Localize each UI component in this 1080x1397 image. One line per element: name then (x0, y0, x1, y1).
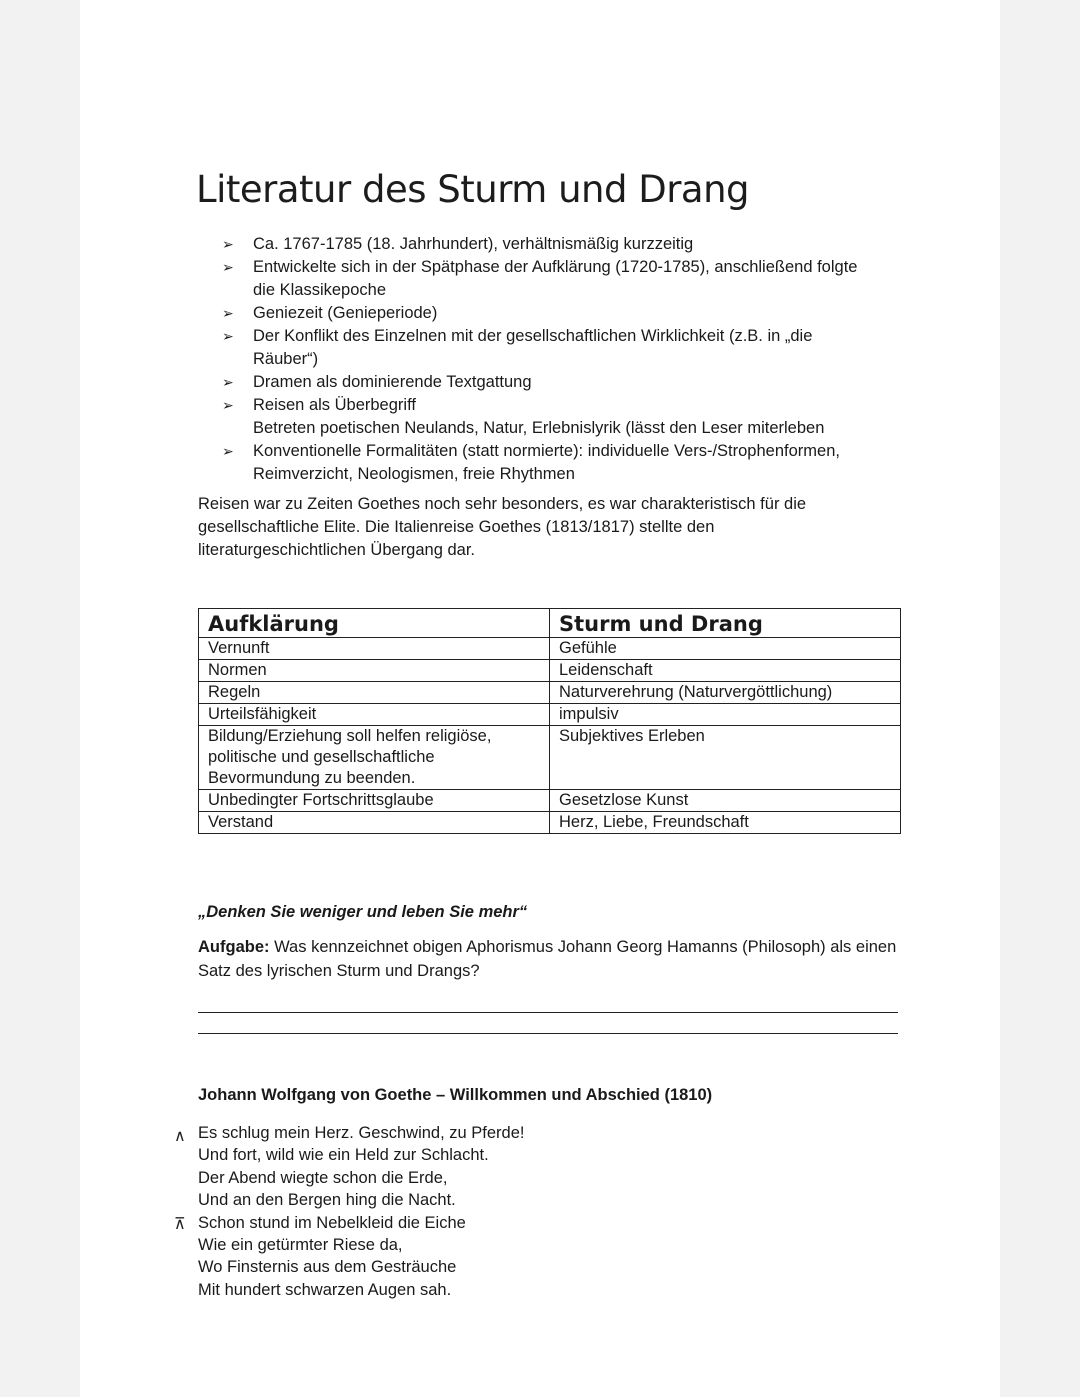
table-cell: impulsiv (550, 704, 901, 726)
list-item-continuation: Betreten poetischen Neulands, Natur, Erlebnislyrik (lässt den Leser miterleben (253, 419, 825, 437)
table-cell: Naturverehrung (Naturvergöttlichung) (550, 682, 901, 704)
column-header-aufklaerung: Aufklärung (199, 609, 550, 638)
page-title: Literatur des Sturm und Drang (196, 168, 750, 211)
stanza-mark-icon: ⊼ (174, 1214, 186, 1233)
table-row (199, 660, 901, 682)
table-row (199, 682, 901, 704)
poem-text (198, 1122, 524, 1301)
arrow-bullet-icon: ➢ (222, 236, 234, 252)
arrow-bullet-icon: ➢ (222, 259, 234, 275)
task-text: Was kennzeichnet obigen Aphorismus Johann Georg Hamanns (Philosoph) als einen Satz des lyrischen Sturm und Drangs? (198, 938, 897, 980)
arrow-bullet-icon: ➢ (222, 328, 234, 344)
table-row (199, 726, 901, 790)
table-cell: Vernunft (199, 638, 550, 660)
table-cell: Normen (199, 660, 550, 682)
arrow-bullet-icon: ➢ (222, 374, 234, 390)
list-item: ➢ Ca. 1767-1785 (18. Jahrhundert), verhältnismäßig kurzzeitig (222, 233, 882, 256)
bullet-list (222, 233, 882, 486)
table-cell: Urteilsfähigkeit (199, 704, 550, 726)
table-cell: Gesetzlose Kunst (550, 790, 901, 812)
list-item: ➢ Konventionelle Formalitäten (statt normierte): individuelle Vers-/Strophenformen, Reimverzicht, Neologismen, freie Rhythmen (222, 442, 840, 483)
poem-line: Wie ein getürmter Riese da, (198, 1236, 403, 1255)
table-header-row (199, 609, 901, 638)
poem-line: Wo Finsternis aus dem Gesträuche (198, 1258, 457, 1277)
stanza-mark-icon: ∧ (174, 1126, 186, 1145)
list-item: ➢ Der Konflikt des Einzelnen mit der gesellschaftlichen Wirklichkeit (z.B. in „die Räuber“) (222, 327, 813, 368)
table-cell: Verstand (199, 812, 550, 834)
arrow-bullet-icon: ➢ (222, 443, 234, 459)
list-item: ➢ Entwickelte sich in der Spätphase der Aufklärung (1720-1785), anschließend folgte die Klassikepoche (222, 258, 858, 299)
table-cell: Regeln (199, 682, 550, 704)
poem-line: Es schlug mein Herz. Geschwind, zu Pferde! (198, 1124, 525, 1142)
table-row (199, 812, 901, 834)
poem-line: Und fort, wild wie ein Held zur Schlacht. (198, 1146, 489, 1165)
task-label: Aufgabe: (198, 938, 270, 956)
table-cell: Unbedingter Fortschrittsglaube (199, 790, 550, 812)
poem-line: Mit hundert schwarzen Augen sah. (198, 1280, 452, 1299)
table-row (199, 790, 901, 812)
list-item: ➢ Geniezeit (Genieperiode) (222, 302, 882, 325)
list-item: ➢ Reisen als Überbegriff (222, 394, 882, 417)
table-cell: Leidenschaft (550, 660, 901, 682)
poem-line: Der Abend wiegte schon die Erde, (198, 1168, 448, 1187)
poem-line: Und an den Bergen hing die Nacht. (198, 1191, 456, 1210)
table-cell: Subjektives Erleben (550, 726, 901, 790)
table-cell: Herz, Liebe, Freundschaft (550, 812, 901, 834)
arrow-bullet-icon: ➢ (222, 305, 234, 321)
column-header-sturm-und-drang: Sturm und Drang (550, 609, 901, 638)
table-cell: Bildung/Erziehung soll helfen religiöse, politische und gesellschaftliche Bevormundung zu beenden. (199, 726, 550, 790)
list-item: ➢ Dramen als dominierende Textgattung (222, 371, 882, 394)
table-cell: Gefühle (550, 638, 901, 660)
task-block (198, 935, 898, 983)
answer-line[interactable] (198, 1033, 898, 1034)
poem-line: Schon stund im Nebelkleid die Eiche (198, 1213, 466, 1232)
table-row (199, 704, 901, 726)
poem-title: Johann Wolfgang von Goethe – Willkommen und Abschied (1810) (198, 1086, 713, 1104)
intro-paragraph: Reisen war zu Zeiten Goethes noch sehr besonders, es war charakteristisch für die gesellschaftliche Elite. Die Italienreise Goethes (1813/1817) stellte den literaturgeschichtlichen Übergang dar. (198, 495, 807, 559)
table-row (199, 638, 901, 660)
answer-line[interactable] (198, 1012, 898, 1013)
aphorism-quote: „Denken Sie weniger und leben Sie mehr“ (198, 903, 528, 921)
arrow-bullet-icon: ➢ (222, 397, 234, 413)
comparison-table (198, 608, 901, 834)
